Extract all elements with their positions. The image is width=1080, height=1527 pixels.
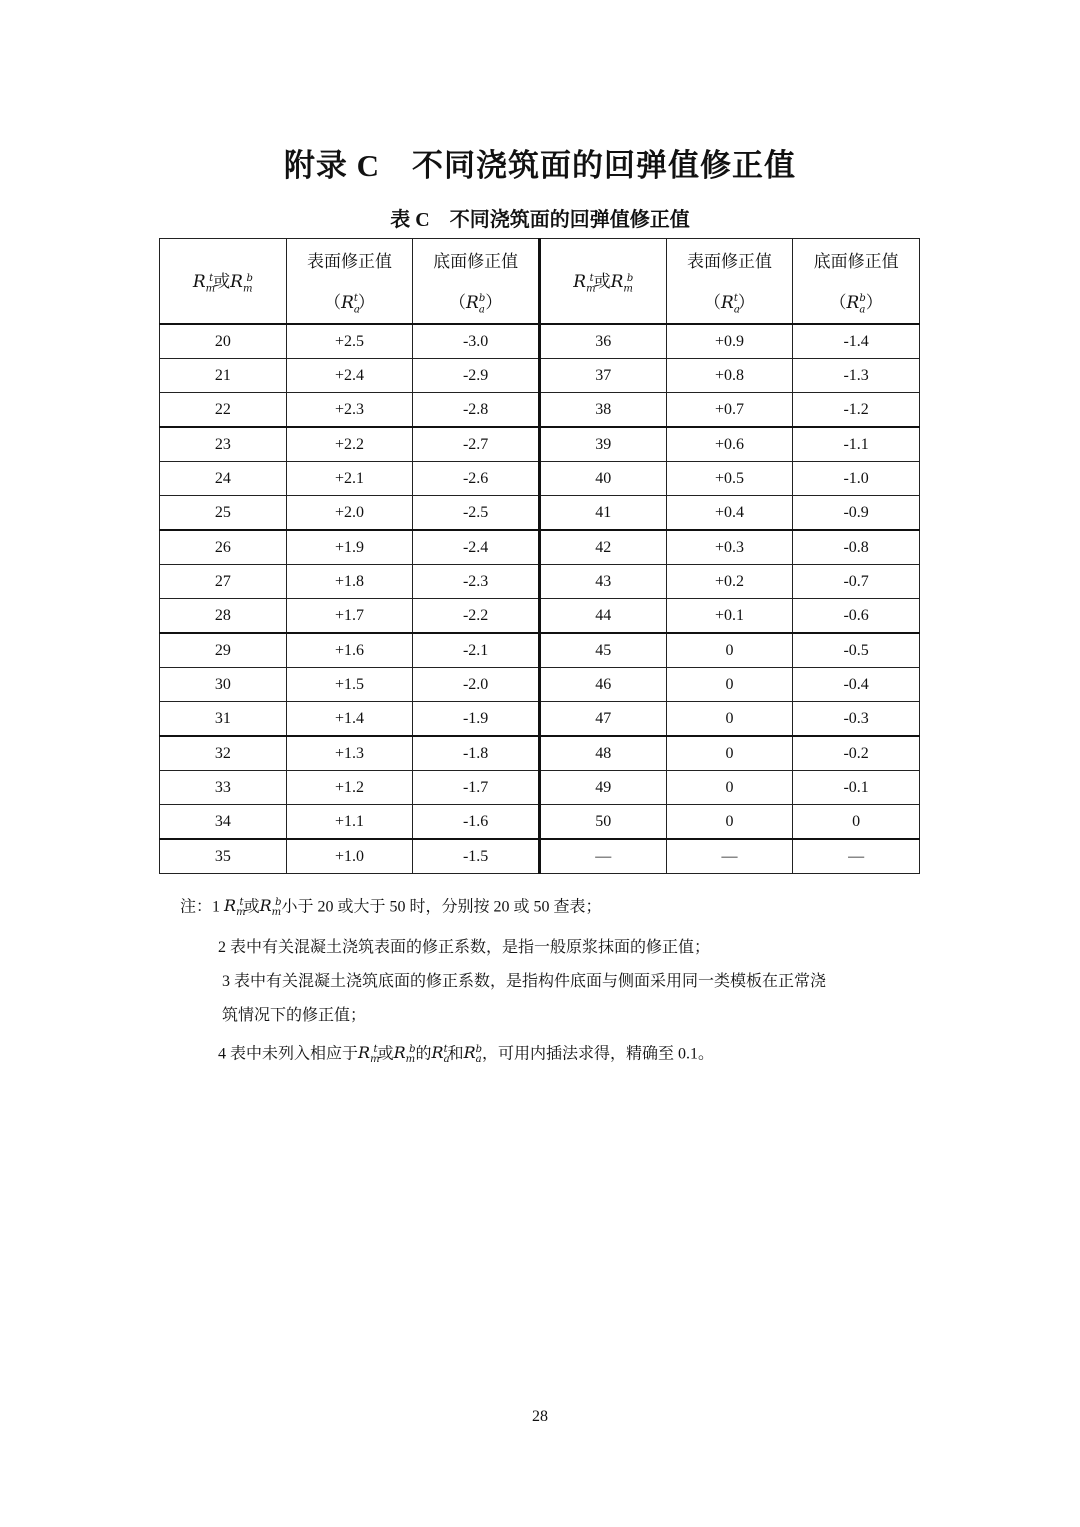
table-cell: 48 xyxy=(539,736,666,771)
table-row xyxy=(160,324,920,359)
table-caption: 表 C 不同浇筑面的回弹值修正值 xyxy=(390,209,690,231)
table-row xyxy=(160,599,920,634)
table-cell: -0.2 xyxy=(793,736,920,771)
table-cell: 44 xyxy=(539,599,666,634)
table-row xyxy=(160,633,920,668)
table-cell: 39 xyxy=(539,427,666,462)
table-cell: -1.1 xyxy=(793,427,920,462)
table-cell: 40 xyxy=(539,462,666,496)
table-cell: +0.7 xyxy=(666,393,793,428)
table-cell: -2.9 xyxy=(413,359,540,393)
table-cell: -2.7 xyxy=(413,427,540,462)
table-cell: 41 xyxy=(539,496,666,531)
page-title: 附录 C 不同浇筑面的回弹值修正值 xyxy=(283,148,797,183)
table-cell: -1.7 xyxy=(413,771,540,805)
table-row xyxy=(160,359,920,393)
header-surface-correction-left: 表面修正值 $(R_a^t)$ xyxy=(286,239,413,325)
header-rebound-value-right: $R_m^t$或$R_m^b$ xyxy=(539,239,666,325)
table-cell: 36 xyxy=(539,324,666,359)
table-row xyxy=(160,771,920,805)
table-cell: -2.3 xyxy=(413,565,540,599)
note-4: 4 表中未列入相应于$R_m^t$或$R_m^b$的$R_a^t$和$R_a^b$，可用内插法求得，精确至 0.1。 xyxy=(218,1042,715,1066)
table-cell: +0.8 xyxy=(666,359,793,393)
table-cell: -2.2 xyxy=(413,599,540,634)
table-cell: 0 xyxy=(666,702,793,737)
table-cell: +1.5 xyxy=(286,668,413,702)
table-cell: -1.2 xyxy=(793,393,920,428)
table-cell: +2.2 xyxy=(286,427,413,462)
table-cell: 37 xyxy=(539,359,666,393)
table-cell: 0 xyxy=(666,633,793,668)
notes xyxy=(180,886,920,1077)
table-cell: -2.0 xyxy=(413,668,540,702)
table-cell: 25 xyxy=(160,496,287,531)
table-cell: -2.8 xyxy=(413,393,540,428)
table-cell: -0.9 xyxy=(793,496,920,531)
table-cell: +2.5 xyxy=(286,324,413,359)
table-cell: 0 xyxy=(793,805,920,840)
table-cell: 35 xyxy=(160,839,287,874)
table-cell: 46 xyxy=(539,668,666,702)
table-cell: -0.8 xyxy=(793,530,920,565)
table-cell: +0.3 xyxy=(666,530,793,565)
table-cell: — xyxy=(666,839,793,874)
header-rebound-value-left: $R_m^t$或$R_m^b$ xyxy=(160,239,287,325)
table-row xyxy=(160,427,920,462)
table-cell: 24 xyxy=(160,462,287,496)
table-cell: +1.9 xyxy=(286,530,413,565)
table-cell: 42 xyxy=(539,530,666,565)
table-cell: 20 xyxy=(160,324,287,359)
table-cell: 50 xyxy=(539,805,666,840)
note-3a: 3 表中有关混凝土浇筑底面的修正系数，是指构件底面与侧面采用同一类模板在正常浇 xyxy=(222,972,827,990)
table-cell: +0.6 xyxy=(666,427,793,462)
table-row xyxy=(160,393,920,428)
table-cell: +0.2 xyxy=(666,565,793,599)
table-row xyxy=(160,668,920,702)
table-cell: +0.1 xyxy=(666,599,793,634)
table-cell: 32 xyxy=(160,736,287,771)
table-cell: 27 xyxy=(160,565,287,599)
table-cell: -2.4 xyxy=(413,530,540,565)
table-cell: 0 xyxy=(666,805,793,840)
table-cell: 43 xyxy=(539,565,666,599)
table-cell: 45 xyxy=(539,633,666,668)
table-cell: -0.3 xyxy=(793,702,920,737)
table-cell: -1.0 xyxy=(793,462,920,496)
table-cell: +1.7 xyxy=(286,599,413,634)
table-cell: -3.0 xyxy=(413,324,540,359)
table-cell: 0 xyxy=(666,771,793,805)
table-cell: -2.5 xyxy=(413,496,540,531)
table-row xyxy=(160,462,920,496)
table-cell: -1.8 xyxy=(413,736,540,771)
table-cell: 49 xyxy=(539,771,666,805)
note-3b: 筑情况下的修正值； xyxy=(222,1006,367,1024)
table-cell: -0.7 xyxy=(793,565,920,599)
table-cell: 28 xyxy=(160,599,287,634)
table-cell: -1.6 xyxy=(413,805,540,840)
page-number: 28 xyxy=(532,1408,548,1425)
table-cell: 31 xyxy=(160,702,287,737)
table-header-row xyxy=(160,239,920,325)
table-cell: +0.4 xyxy=(666,496,793,531)
table-row xyxy=(160,736,920,771)
note-2: 2 表中有关混凝土浇筑表面的修正系数，是指一般原浆抹面的修正值； xyxy=(218,938,711,956)
table-row xyxy=(160,496,920,531)
table-cell: 29 xyxy=(160,633,287,668)
table-cell: 34 xyxy=(160,805,287,840)
table-cell: -0.1 xyxy=(793,771,920,805)
table-cell: 0 xyxy=(666,668,793,702)
table-cell: -1.4 xyxy=(793,324,920,359)
table-cell: -2.1 xyxy=(413,633,540,668)
header-bottom-correction-left: 底面修正值 $(R_a^b)$ xyxy=(413,239,540,325)
table-cell: +1.0 xyxy=(286,839,413,874)
table-cell: +2.4 xyxy=(286,359,413,393)
table-cell: +2.0 xyxy=(286,496,413,531)
table-cell: -2.6 xyxy=(413,462,540,496)
table-cell: — xyxy=(793,839,920,874)
table-cell: -0.6 xyxy=(793,599,920,634)
table-cell: 21 xyxy=(160,359,287,393)
table-row xyxy=(160,565,920,599)
table-row xyxy=(160,839,920,874)
table-cell: -0.5 xyxy=(793,633,920,668)
table-cell: 47 xyxy=(539,702,666,737)
table-cell: -1.9 xyxy=(413,702,540,737)
header-surface-correction-right: 表面修正值 $(R_a^t)$ xyxy=(666,239,793,325)
table-cell: 22 xyxy=(160,393,287,428)
table-cell: +2.3 xyxy=(286,393,413,428)
table-row xyxy=(160,805,920,840)
table-cell: +0.9 xyxy=(666,324,793,359)
table-cell: -0.4 xyxy=(793,668,920,702)
correction-table xyxy=(159,238,920,874)
table-cell: 30 xyxy=(160,668,287,702)
header-bottom-correction-right: 底面修正值 $(R_a^b)$ xyxy=(793,239,920,325)
table-cell: +1.8 xyxy=(286,565,413,599)
table-cell: -1.3 xyxy=(793,359,920,393)
table-cell: +1.6 xyxy=(286,633,413,668)
table-cell: -1.5 xyxy=(413,839,540,874)
table-cell: +1.3 xyxy=(286,736,413,771)
table-row xyxy=(160,702,920,737)
table-cell: 0 xyxy=(666,736,793,771)
note-1: 注：1 $R_m^t$或$R_m^b$小于 20 或大于 50 时，分别按 20 或 50 查表； xyxy=(180,896,602,919)
table-cell: +1.2 xyxy=(286,771,413,805)
table-cell: 33 xyxy=(160,771,287,805)
table-cell: +1.4 xyxy=(286,702,413,737)
table-cell: +2.1 xyxy=(286,462,413,496)
table-cell: 26 xyxy=(160,530,287,565)
table-body xyxy=(160,324,920,874)
table-cell: — xyxy=(539,839,666,874)
table-cell: 38 xyxy=(539,393,666,428)
table-cell: +0.5 xyxy=(666,462,793,496)
table-cell: +1.1 xyxy=(286,805,413,840)
table-cell: 23 xyxy=(160,427,287,462)
table-row xyxy=(160,530,920,565)
